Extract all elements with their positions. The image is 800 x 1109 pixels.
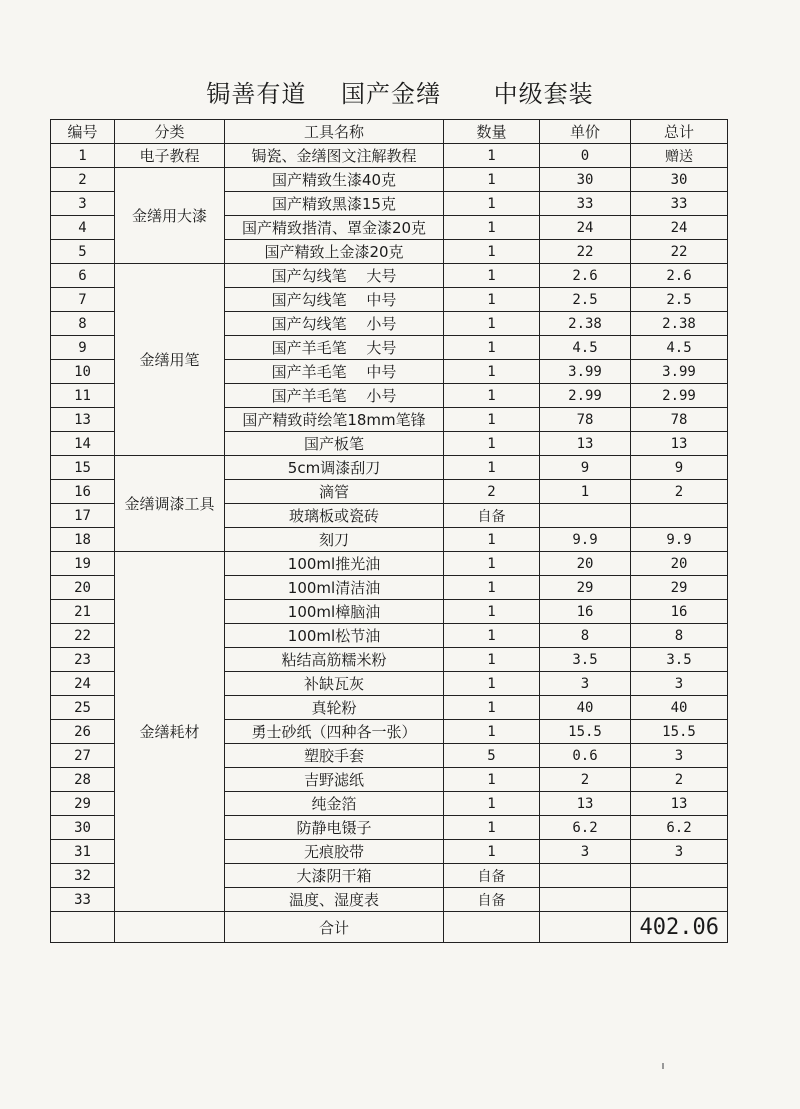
cell-no: 31 [51, 840, 115, 864]
cell-unit-price: 0 [540, 144, 631, 168]
cell-quantity: 自备 [444, 504, 540, 528]
cell-unit-price: 24 [540, 216, 631, 240]
cell-tool-name: 国产羊毛笔 中号 [225, 360, 444, 384]
table-row [51, 264, 728, 288]
cell-tool-name: 国产勾线笔 大号 [225, 264, 444, 288]
cell-no: 4 [51, 216, 115, 240]
cell-no: 25 [51, 696, 115, 720]
cell-tool-name: 滴管 [225, 480, 444, 504]
cell-tool-name: 纯金箔 [225, 792, 444, 816]
cell-quantity: 1 [444, 408, 540, 432]
cell-no: 10 [51, 360, 115, 384]
cell-no: 22 [51, 624, 115, 648]
cell-total: 6.2 [631, 816, 728, 840]
cell-category: 金缮耗材 [115, 552, 225, 912]
cell-unit-price: 9.9 [540, 528, 631, 552]
cell-total: 29 [631, 576, 728, 600]
cell-total: 2.99 [631, 384, 728, 408]
cell-total: 3 [631, 840, 728, 864]
cell-unit-price: 3.99 [540, 360, 631, 384]
cell-unit-price: 3 [540, 672, 631, 696]
cell-unit-price: 16 [540, 600, 631, 624]
cell-quantity: 1 [444, 552, 540, 576]
cell-unit-price: 13 [540, 792, 631, 816]
header-quantity: 数量 [444, 120, 540, 144]
cell-tool-name: 100ml清洁油 [225, 576, 444, 600]
header-unit-price: 单价 [540, 120, 631, 144]
cell-quantity: 1 [444, 648, 540, 672]
cell-total: 2 [631, 768, 728, 792]
header-no: 编号 [51, 120, 115, 144]
cell-quantity: 1 [444, 816, 540, 840]
table-body [51, 144, 728, 943]
cell-quantity: 1 [444, 576, 540, 600]
cell-no: 18 [51, 528, 115, 552]
cell-no: 7 [51, 288, 115, 312]
cell-quantity: 1 [444, 672, 540, 696]
table-row [51, 456, 728, 480]
cell-unit-price: 30 [540, 168, 631, 192]
cell-no: 27 [51, 744, 115, 768]
cell-tool-name: 国产羊毛笔 小号 [225, 384, 444, 408]
cell-unit-price: 15.5 [540, 720, 631, 744]
cell-quantity: 1 [444, 840, 540, 864]
cell-no: 14 [51, 432, 115, 456]
cell-unit-price [540, 504, 631, 528]
header-category: 分类 [115, 120, 225, 144]
cell-unit-price: 3.5 [540, 648, 631, 672]
header-row [51, 120, 728, 144]
cell-total [631, 504, 728, 528]
cell-unit-price: 1 [540, 480, 631, 504]
total-row [51, 912, 728, 943]
cell-quantity: 1 [444, 288, 540, 312]
cell-tool-name: 勇士砂纸（四种各一张） [225, 720, 444, 744]
cell-quantity: 1 [444, 456, 540, 480]
cell-empty [540, 912, 631, 943]
cell-total: 30 [631, 168, 728, 192]
cell-tool-name: 塑胶手套 [225, 744, 444, 768]
cell-total: 3 [631, 744, 728, 768]
cell-total: 33 [631, 192, 728, 216]
table-row [51, 144, 728, 168]
scan-mark [662, 1063, 664, 1069]
cell-tool-name: 温度、湿度表 [225, 888, 444, 912]
table-row [51, 168, 728, 192]
cell-tool-name: 国产精致生漆40克 [225, 168, 444, 192]
cell-total: 78 [631, 408, 728, 432]
cell-total: 4.5 [631, 336, 728, 360]
header-tool-name: 工具名称 [225, 120, 444, 144]
cell-tool-name: 国产精致莳绘笔18mm笔锋 [225, 408, 444, 432]
cell-total: 2.6 [631, 264, 728, 288]
table-row [51, 552, 728, 576]
cell-quantity: 1 [444, 144, 540, 168]
cell-category: 电子教程 [115, 144, 225, 168]
cell-no: 2 [51, 168, 115, 192]
total-label: 合计 [225, 912, 444, 943]
cell-total: 13 [631, 432, 728, 456]
cell-no: 8 [51, 312, 115, 336]
cell-category: 金缮用大漆 [115, 168, 225, 264]
cell-category: 金缮用笔 [115, 264, 225, 456]
cell-total: 22 [631, 240, 728, 264]
cell-total [631, 864, 728, 888]
cell-no: 32 [51, 864, 115, 888]
cell-no: 21 [51, 600, 115, 624]
cell-no: 6 [51, 264, 115, 288]
cell-no: 30 [51, 816, 115, 840]
cell-total [631, 888, 728, 912]
cell-no: 23 [51, 648, 115, 672]
cell-no: 24 [51, 672, 115, 696]
cell-no: 9 [51, 336, 115, 360]
cell-tool-name: 粘结高筋糯米粉 [225, 648, 444, 672]
cell-tool-name: 吉野滤纸 [225, 768, 444, 792]
cell-total: 40 [631, 696, 728, 720]
cell-quantity: 1 [444, 336, 540, 360]
cell-tool-name: 锔瓷、金缮图文注解教程 [225, 144, 444, 168]
cell-tool-name: 防静电镊子 [225, 816, 444, 840]
cell-no: 28 [51, 768, 115, 792]
cell-unit-price [540, 888, 631, 912]
grand-total: 402.06 [631, 912, 728, 943]
cell-tool-name: 补缺瓦灰 [225, 672, 444, 696]
cell-unit-price [540, 864, 631, 888]
cell-quantity: 1 [444, 768, 540, 792]
cell-unit-price: 20 [540, 552, 631, 576]
cell-quantity: 2 [444, 480, 540, 504]
cell-total: 20 [631, 552, 728, 576]
cell-tool-name: 国产精致上金漆20克 [225, 240, 444, 264]
cell-quantity: 1 [444, 792, 540, 816]
title-brand: 锔善有道 [206, 80, 307, 108]
cell-quantity: 1 [444, 192, 540, 216]
cell-unit-price: 40 [540, 696, 631, 720]
cell-total: 13 [631, 792, 728, 816]
cell-empty [115, 912, 225, 943]
cell-total: 24 [631, 216, 728, 240]
price-table [50, 119, 728, 943]
cell-tool-name: 国产勾线笔 小号 [225, 312, 444, 336]
cell-tool-name: 100ml松节油 [225, 624, 444, 648]
cell-total: 9 [631, 456, 728, 480]
cell-unit-price: 33 [540, 192, 631, 216]
title-level: 中级套装 [493, 80, 594, 108]
cell-quantity: 1 [444, 168, 540, 192]
cell-quantity: 1 [444, 720, 540, 744]
cell-unit-price: 2 [540, 768, 631, 792]
cell-quantity: 自备 [444, 864, 540, 888]
cell-tool-name: 国产勾线笔 中号 [225, 288, 444, 312]
cell-no: 17 [51, 504, 115, 528]
cell-quantity: 1 [444, 360, 540, 384]
cell-unit-price: 13 [540, 432, 631, 456]
cell-quantity: 5 [444, 744, 540, 768]
cell-total: 9.9 [631, 528, 728, 552]
cell-tool-name: 5cm调漆刮刀 [225, 456, 444, 480]
cell-total: 2 [631, 480, 728, 504]
cell-tool-name: 国产精致揩清、罩金漆20克 [225, 216, 444, 240]
cell-unit-price: 2.38 [540, 312, 631, 336]
cell-no: 1 [51, 144, 115, 168]
cell-total: 赠送 [631, 144, 728, 168]
cell-no: 33 [51, 888, 115, 912]
cell-quantity: 1 [444, 528, 540, 552]
cell-tool-name: 刻刀 [225, 528, 444, 552]
cell-total: 3 [631, 672, 728, 696]
header-total: 总计 [631, 120, 728, 144]
cell-quantity: 1 [444, 696, 540, 720]
cell-quantity: 1 [444, 600, 540, 624]
cell-unit-price: 6.2 [540, 816, 631, 840]
cell-unit-price: 78 [540, 408, 631, 432]
cell-unit-price: 4.5 [540, 336, 631, 360]
page-title [0, 74, 800, 109]
cell-unit-price: 2.5 [540, 288, 631, 312]
cell-unit-price: 9 [540, 456, 631, 480]
cell-no: 15 [51, 456, 115, 480]
cell-unit-price: 8 [540, 624, 631, 648]
cell-tool-name: 国产羊毛笔 大号 [225, 336, 444, 360]
cell-unit-price: 0.6 [540, 744, 631, 768]
cell-category: 金缮调漆工具 [115, 456, 225, 552]
cell-no: 11 [51, 384, 115, 408]
cell-quantity: 1 [444, 216, 540, 240]
cell-quantity: 1 [444, 264, 540, 288]
cell-total: 2.38 [631, 312, 728, 336]
cell-tool-name: 100ml樟脑油 [225, 600, 444, 624]
cell-empty [444, 912, 540, 943]
title-product: 国产金缮 [341, 80, 441, 108]
cell-total: 2.5 [631, 288, 728, 312]
cell-no: 29 [51, 792, 115, 816]
cell-quantity: 1 [444, 624, 540, 648]
cell-no: 5 [51, 240, 115, 264]
cell-quantity: 1 [444, 432, 540, 456]
cell-quantity: 自备 [444, 888, 540, 912]
cell-unit-price: 2.99 [540, 384, 631, 408]
cell-no: 19 [51, 552, 115, 576]
cell-empty [51, 912, 115, 943]
cell-total: 8 [631, 624, 728, 648]
cell-unit-price: 3 [540, 840, 631, 864]
cell-quantity: 1 [444, 312, 540, 336]
cell-quantity: 1 [444, 240, 540, 264]
cell-quantity: 1 [444, 384, 540, 408]
cell-total: 16 [631, 600, 728, 624]
cell-total: 15.5 [631, 720, 728, 744]
cell-total: 3.5 [631, 648, 728, 672]
cell-total: 3.99 [631, 360, 728, 384]
cell-no: 26 [51, 720, 115, 744]
cell-unit-price: 29 [540, 576, 631, 600]
cell-tool-name: 国产精致黑漆15克 [225, 192, 444, 216]
cell-tool-name: 无痕胶带 [225, 840, 444, 864]
cell-unit-price: 22 [540, 240, 631, 264]
cell-tool-name: 100ml推光油 [225, 552, 444, 576]
cell-tool-name: 国产板笔 [225, 432, 444, 456]
cell-no: 16 [51, 480, 115, 504]
cell-tool-name: 玻璃板或瓷砖 [225, 504, 444, 528]
cell-unit-price: 2.6 [540, 264, 631, 288]
cell-no: 13 [51, 408, 115, 432]
cell-tool-name: 真轮粉 [225, 696, 444, 720]
cell-no: 3 [51, 192, 115, 216]
cell-tool-name: 大漆阴干箱 [225, 864, 444, 888]
cell-no: 20 [51, 576, 115, 600]
